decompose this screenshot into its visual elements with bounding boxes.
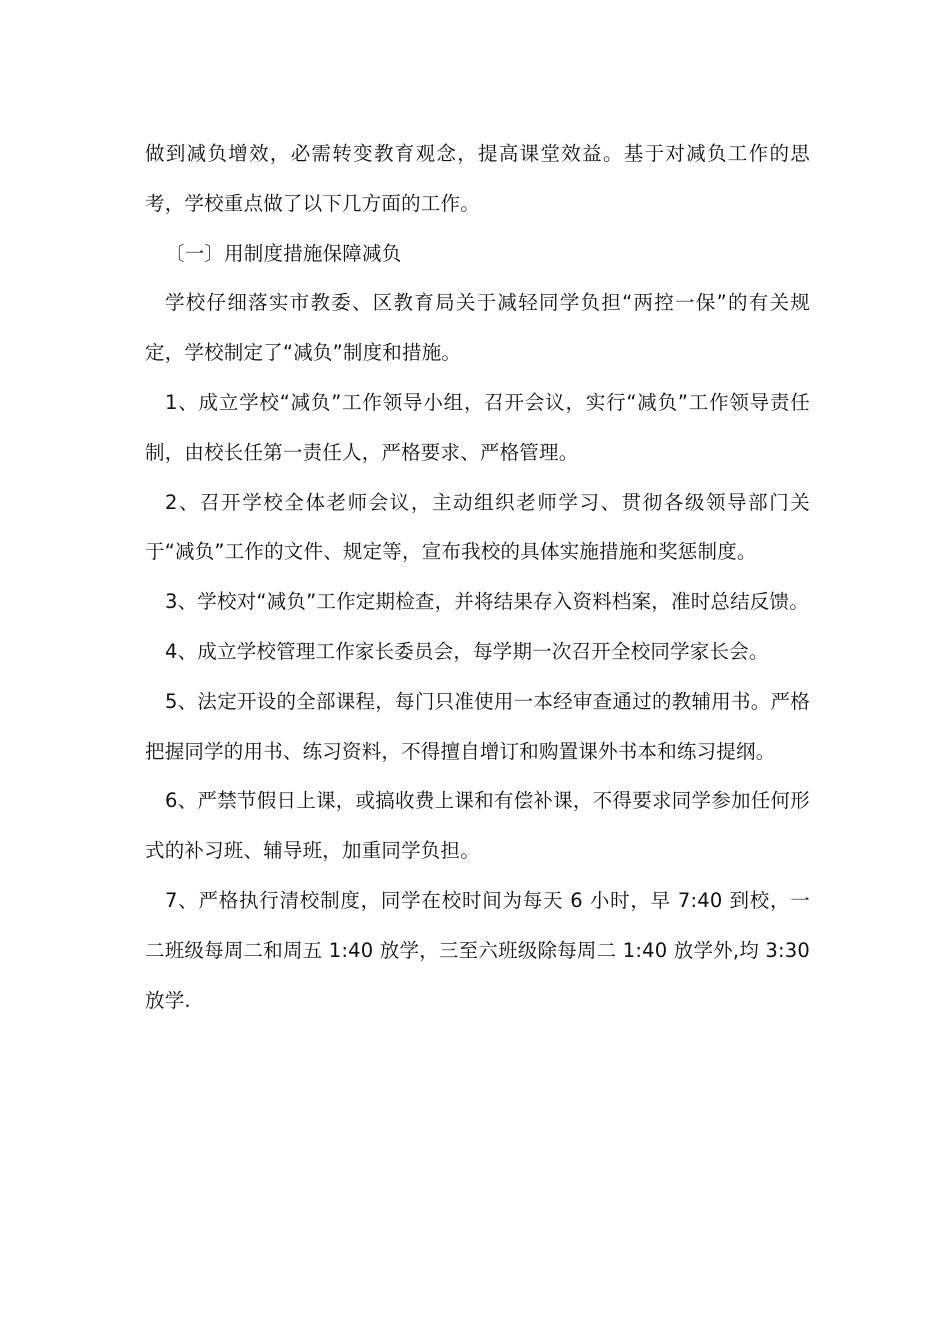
list-item-5: 5、法定开设的全部课程，每门只准使用一本经审查通过的教辅用书。严格把握同学的用书、练习资料，不得擅自增订和购置课外书本和练习提纲。 [145, 689, 810, 763]
list-item-4: 4、成立学校管理工作家长委员会，每学期一次召开全校同学家长会。 [165, 639, 769, 663]
section-heading: 〔一〕用制度措施保障减负 [165, 241, 402, 265]
paragraph-intro: 做到减负增效，必需转变教育观念，提高课堂效益。基于对减负工作的思考，学校重点做了以下几方面的工作。 [145, 142, 810, 215]
list-item-6: 6、严禁节假日上课，或搞收费上课和有偿补课，不得要求同学参加任何形式的补习班、辅导班，加重同学负担。 [145, 789, 810, 863]
paragraph-section-intro: 学校仔细落实市教委、区教育局关于减轻同学负担“两控一保”的有关规定，学校制定了“减负”制度和措施。 [145, 291, 810, 365]
list-item-1: 1、成立学校“减负”工作领导小组，召开会议，实行“减负”工作领导责任制，由校长任第一责任人，严格要求、严格管理。 [145, 390, 810, 464]
list-item-2: 2、召开学校全体老师会议，主动组织老师学习、贯彻各级领导部门关于“减负”工作的文件、规定等，宣布我校的具体实施措施和奖惩制度。 [145, 490, 810, 564]
list-item-3: 3、学校对“减负”工作定期检查，并将结果存入资料档案，准时总结反馈。 [165, 590, 809, 614]
list-item-7: 7、严格执行清校制度，同学在校时间为每天 6 小时，早 7:40 到校，一二班级每周二和周五 1:40 放学，三至六班级除每周二 1:40 放学外,均 3:30 放学. [145, 888, 810, 1012]
document-body [145, 129, 810, 1025]
